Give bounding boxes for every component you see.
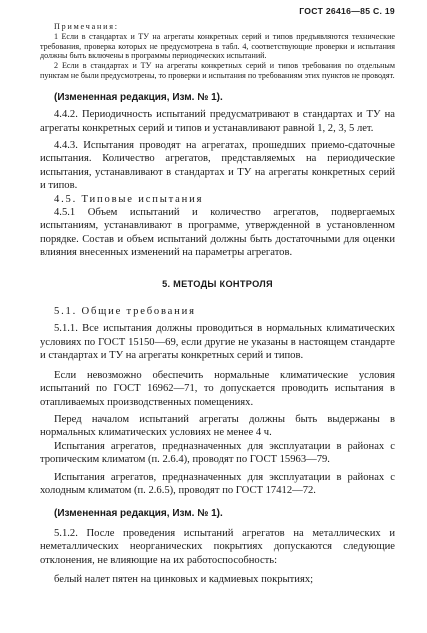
section-title: 5. МЕТОДЫ КОНТРОЛЯ: [162, 278, 273, 289]
notes-title: Примечания:: [54, 22, 119, 31]
paragraph-5-1-1-d: Испытания агрегатов, предназначенных для эксплуатации в районах с тропическим климатом (п. 2.6.4), проводят по ГОСТ 15963—79.: [40, 440, 395, 466]
paragraph-5-1-1-e: Испытания агрегатов, предназначенных для эксплуатации в районах с холодным климатом (п. 2.6.5), проводят по ГОСТ 17412—72.: [40, 471, 395, 496]
paragraph-4-5-1: 4.5.1 Объем испытаний и количество агрегатов, подвергаемых испытаниям, устанавливают в программе, утвержденной в установленном порядке. Состав и объем испытаний должны быть достаточными для оценки влияния внесенных изменений на параметры агрегатов.: [40, 207, 395, 259]
page-header: ГОСТ 26416—85 С. 19: [299, 6, 395, 16]
paragraph-5-1-1-c: Перед началом испытаний агрегаты должны быть выдержаны в нормальных климатических условиях не менее 4 ч.: [40, 413, 395, 439]
heading-5-1: 5.1. Общие требования: [54, 306, 196, 318]
paragraph-5-1-2: 5.1.2. После проведения испытаний агрегатов на металлических и неметаллических неорганических покрытиях допускаются следующие отклонения, не влияющие на их работоспособность:: [40, 527, 395, 566]
heading-4-5: 4.5. Типовые испытания: [54, 193, 204, 205]
notes-block: [40, 22, 395, 81]
paragraph-4-4-3: 4.4.3. Испытания проводят на агрегатах, прошедших приемо-сдаточные испытания. Количество агрегатов, представляемых на периодические испытания, устанавливают в стандартах и ТУ на агрегаты конкретных серий и типов.: [40, 140, 395, 192]
note-2: 2 Если в стандартах и ТУ на агрегаты конкретных серий и типов требования по отдельным пунктам не были предусмотрены, то проверки и испытания по требованиям этих пунктов не проводят.: [40, 61, 395, 80]
paragraph-5-1-1: 5.1.1. Все испытания должны проводиться в нормальных климатических условиях по ГОСТ 15150—69, если другие не указаны в настоящем стандарте и стандартах и ТУ на агрегаты конкретных серий и типов.: [40, 323, 395, 362]
note-1: 1 Если в стандартах и ТУ на агрегаты конкретных серий и типов предъявляются технические требования, проверка которых не предусмотрена в табл. 4, соответствующие проверки и испытания должны быть включены в программы периодических испытаний.: [40, 31, 395, 61]
edition-note-1: (Измененная редакция, Изм. № 1).: [54, 91, 223, 103]
paragraph-4-4-2: 4.4.2. Периодичность испытаний предусматривают в стандартах и ТУ на агрегаты конкретных серий и типов и устанавливают равной 1, 2, 3, 5 лет.: [40, 109, 395, 134]
paragraph-5-1-1-b: Если невозможно обеспечить нормальные климатические условия испытаний по ГОСТ 16962—71, то допускается проводить испытания в отапливаемых производственных помещениях.: [40, 369, 395, 408]
edition-note-2: (Измененная редакция, Изм. № 1).: [54, 508, 223, 520]
paragraph-5-1-2-a: белый налет пятен на цинковых и кадмиевых покрытиях;: [54, 573, 314, 585]
